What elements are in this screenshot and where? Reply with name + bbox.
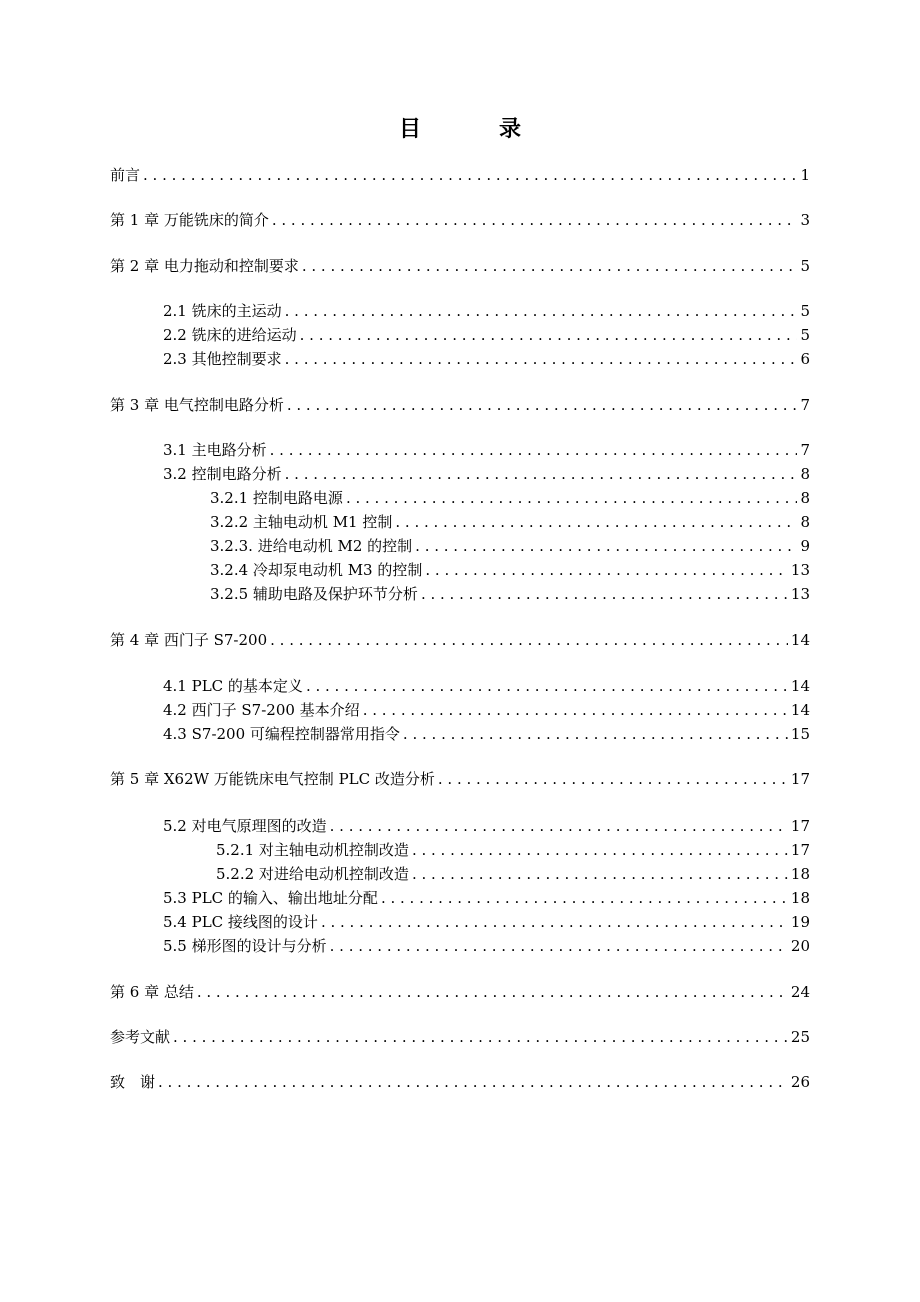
toc-entry[interactable] bbox=[110, 911, 810, 933]
toc-entry-label: 第 3 章 电气控制电路分析 bbox=[110, 396, 284, 414]
toc-entry-label: 4.1 PLC 的基本定义 bbox=[163, 677, 303, 695]
toc-entry[interactable] bbox=[110, 935, 810, 957]
toc-entry-label: 第 2 章 电力拖动和控制要求 bbox=[110, 257, 299, 275]
toc-entry-page: 18 bbox=[790, 865, 810, 883]
toc-entry[interactable] bbox=[110, 255, 810, 277]
leader-dots bbox=[415, 535, 797, 557]
leader-dots bbox=[302, 255, 798, 277]
leader-dots bbox=[395, 511, 797, 533]
toc-entry[interactable] bbox=[110, 768, 810, 790]
toc-entry[interactable] bbox=[110, 209, 810, 231]
toc-entry-page: 1 bbox=[800, 166, 810, 184]
toc-entry[interactable] bbox=[110, 300, 810, 322]
leader-dots bbox=[285, 348, 798, 370]
toc-entry-label: 2.2 铣床的进给运动 bbox=[163, 326, 297, 344]
toc-entry-label: 5.4 PLC 接线图的设计 bbox=[163, 913, 318, 931]
toc-entry-page: 24 bbox=[790, 983, 810, 1001]
leader-dots bbox=[330, 935, 788, 957]
toc-entry-label: 前言 bbox=[110, 166, 141, 184]
leader-dots bbox=[158, 1071, 788, 1093]
toc-entry[interactable] bbox=[110, 1026, 810, 1048]
toc-entry[interactable] bbox=[110, 1071, 810, 1093]
toc-entry-label: 5.2.1 对主轴电动机控制改造 bbox=[216, 841, 409, 859]
toc-entry[interactable] bbox=[110, 511, 810, 533]
toc-entry[interactable] bbox=[110, 675, 810, 697]
toc-entry[interactable] bbox=[110, 463, 810, 485]
leader-dots bbox=[403, 723, 788, 745]
toc-entry-label: 3.1 主电路分析 bbox=[163, 441, 267, 459]
toc-entry-page: 15 bbox=[790, 725, 810, 743]
leader-dots bbox=[412, 863, 788, 885]
toc-entry-page: 13 bbox=[790, 585, 810, 603]
leader-dots bbox=[346, 487, 798, 509]
leader-dots bbox=[270, 629, 788, 651]
toc-entry-label: 2.1 铣床的主运动 bbox=[163, 302, 282, 320]
toc-entry-label: 第 4 章 西门子 S7-200 bbox=[110, 631, 268, 649]
toc-entry-page: 14 bbox=[790, 677, 810, 695]
toc-entry-label: 4.3 S7-200 可编程控制器常用指令 bbox=[163, 725, 400, 743]
toc-entry-label: 5.2 对电气原理图的改造 bbox=[163, 817, 327, 835]
toc-entry-page: 7 bbox=[800, 396, 810, 414]
toc-entry-label: 第 5 章 X62W 万能铣床电气控制 PLC 改造分析 bbox=[110, 770, 435, 788]
toc-entry-page: 13 bbox=[790, 561, 810, 579]
toc-entry-label: 第 1 章 万能铣床的简介 bbox=[110, 211, 269, 229]
leader-dots bbox=[330, 815, 788, 837]
leader-dots bbox=[285, 300, 798, 322]
toc-entry-page: 18 bbox=[790, 889, 810, 907]
toc-entry-page: 20 bbox=[790, 937, 810, 955]
toc-entry[interactable] bbox=[110, 887, 810, 909]
leader-dots bbox=[270, 439, 798, 461]
toc-entry[interactable] bbox=[110, 487, 810, 509]
toc-entry[interactable] bbox=[110, 348, 810, 370]
leader-dots bbox=[287, 394, 798, 416]
toc-entry[interactable] bbox=[110, 723, 810, 745]
toc-entry[interactable] bbox=[110, 815, 810, 837]
toc-entry-label: 4.2 西门子 S7-200 基本介绍 bbox=[163, 701, 360, 719]
toc-title: 目 录 bbox=[398, 117, 549, 142]
toc-entry-label: 参考文献 bbox=[110, 1028, 171, 1046]
toc-entry[interactable] bbox=[110, 559, 810, 581]
leader-dots bbox=[363, 699, 788, 721]
leader-dots bbox=[143, 164, 797, 186]
leader-dots bbox=[300, 324, 798, 346]
toc-entry-page: 26 bbox=[790, 1073, 810, 1091]
toc-entry-label: 3.2.3. 进给电动机 M2 的控制 bbox=[210, 537, 413, 555]
toc-entry-page: 17 bbox=[790, 770, 810, 788]
toc-entry[interactable] bbox=[110, 863, 810, 885]
leader-dots bbox=[285, 463, 798, 485]
toc-entry-page: 14 bbox=[790, 701, 810, 719]
toc-entry-page: 5 bbox=[800, 257, 810, 275]
toc-entry-page: 8 bbox=[800, 513, 810, 531]
leader-dots bbox=[412, 839, 788, 861]
toc-entry[interactable] bbox=[110, 839, 810, 861]
toc-entry-label: 第 6 章 总结 bbox=[110, 983, 194, 1001]
toc-entry[interactable] bbox=[110, 439, 810, 461]
toc-entry-page: 14 bbox=[790, 631, 810, 649]
toc-entry[interactable] bbox=[110, 629, 810, 651]
toc-entry[interactable] bbox=[110, 699, 810, 721]
toc-entry-label: 3.2 控制电路分析 bbox=[163, 465, 282, 483]
toc-entry-label: 2.3 其他控制要求 bbox=[163, 350, 282, 368]
toc-entry-page: 17 bbox=[790, 817, 810, 835]
toc-entry-label: 致 谢 bbox=[110, 1073, 156, 1091]
leader-dots bbox=[425, 559, 788, 581]
toc-entry-page: 3 bbox=[800, 211, 810, 229]
toc-entry[interactable] bbox=[110, 324, 810, 346]
leader-dots bbox=[306, 675, 788, 697]
leader-dots bbox=[197, 981, 788, 1003]
toc-entry-label: 3.2.1 控制电路电源 bbox=[210, 489, 343, 507]
toc-entry[interactable] bbox=[110, 164, 810, 186]
toc-entry-label: 5.5 梯形图的设计与分析 bbox=[163, 937, 327, 955]
toc-entry-label: 3.2.5 辅助电路及保护环节分析 bbox=[210, 585, 418, 603]
leader-dots bbox=[421, 583, 788, 605]
toc-entry-page: 9 bbox=[800, 537, 810, 555]
toc-entry-page: 5 bbox=[800, 302, 810, 320]
toc-entry-label: 5.3 PLC 的输入、输出地址分配 bbox=[163, 889, 378, 907]
toc-entry-page: 8 bbox=[800, 489, 810, 507]
toc-entry[interactable] bbox=[110, 535, 810, 557]
toc-entry-page: 5 bbox=[800, 326, 810, 344]
leader-dots bbox=[438, 768, 788, 790]
toc-entry-page: 25 bbox=[790, 1028, 810, 1046]
toc-entry-page: 19 bbox=[790, 913, 810, 931]
toc-entry-page: 8 bbox=[800, 465, 810, 483]
toc-entry-label: 3.2.4 冷却泵电动机 M3 的控制 bbox=[210, 561, 423, 579]
toc-entry[interactable] bbox=[110, 394, 810, 416]
toc-entry[interactable] bbox=[110, 583, 810, 605]
leader-dots bbox=[321, 911, 788, 933]
toc-entry-page: 17 bbox=[790, 841, 810, 859]
toc-entry-page: 7 bbox=[800, 441, 810, 459]
leader-dots bbox=[381, 887, 788, 909]
toc-entry-label: 5.2.2 对进给电动机控制改造 bbox=[216, 865, 409, 883]
leader-dots bbox=[173, 1026, 788, 1048]
toc-entry[interactable] bbox=[110, 981, 810, 1003]
toc-entry-page: 6 bbox=[800, 350, 810, 368]
toc-entry-label: 3.2.2 主轴电动机 M1 控制 bbox=[210, 513, 393, 531]
leader-dots bbox=[272, 209, 798, 231]
